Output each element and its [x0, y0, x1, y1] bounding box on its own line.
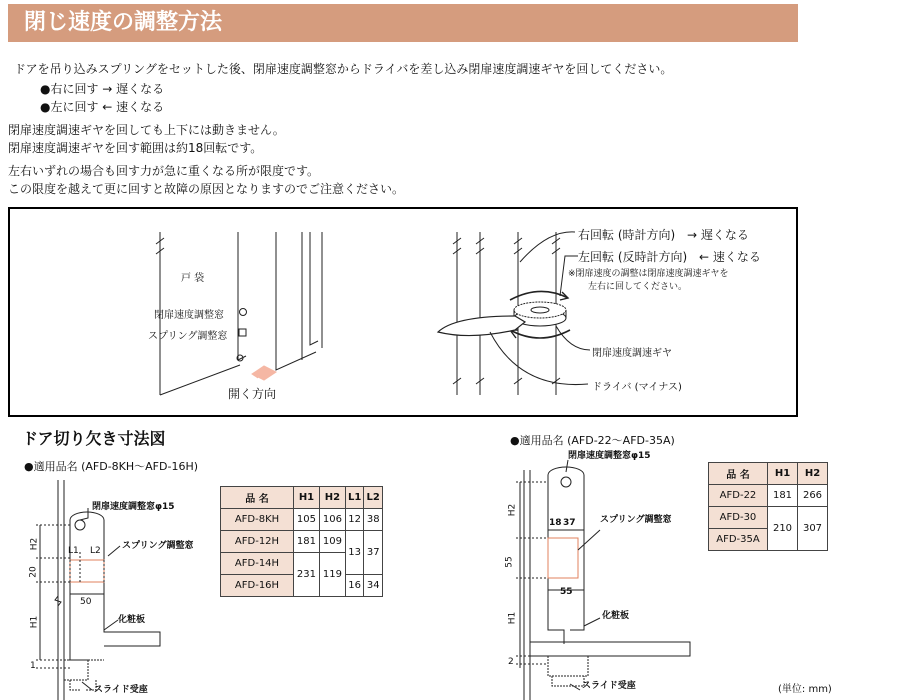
open-direction-label: 開く方向	[228, 387, 277, 401]
left-spring-window: スプリング調整窓	[122, 541, 194, 551]
ccw-label: 左回転 (反時計方向)	[578, 250, 688, 264]
page-title: 閉じ速度の調整方法	[24, 10, 223, 35]
col-header: 品 名	[709, 463, 768, 485]
gear-label: 閉扉速度調速ギヤ	[592, 348, 672, 359]
cell-h2: 109	[319, 531, 345, 553]
note-line-2: 左右に回してください。	[588, 282, 688, 292]
door-pocket-label: 戸 袋	[181, 273, 205, 284]
product-name: AFD-30	[709, 507, 768, 529]
cell-h1: 181	[294, 531, 320, 553]
right-dim-55b: 55	[560, 587, 573, 597]
cell-h2: 119	[319, 553, 345, 597]
bullet-right: ●右に回す → 遅くなる	[40, 82, 165, 96]
cell-l1: 13	[345, 531, 364, 575]
cell-h1: 231	[294, 553, 320, 597]
left-dim-50: 50	[80, 597, 92, 607]
left-speed-window: 閉扉速度調整窓φ15	[92, 502, 175, 512]
cell-l2: 34	[364, 575, 383, 597]
note-line-1: ※閉扉速度の調整は閉扉速度調速ギヤを	[568, 269, 729, 279]
cell-h2: 106	[319, 509, 345, 531]
col-header: L1	[345, 487, 364, 509]
left-dim-l2: L2	[90, 546, 101, 556]
spring-window-label: スプリング調整窓	[148, 331, 228, 342]
table-row	[221, 531, 383, 553]
intro-line-5: この限度を越えて更に回すと故障の原因となりますのでご注意ください。	[8, 182, 405, 196]
cell-l2: 37	[364, 531, 383, 575]
left-dim-h1: H1	[29, 615, 40, 629]
left-dim-20: 20	[28, 566, 39, 578]
table-header-row	[221, 487, 383, 509]
intro-line-1: ドアを吊り込みスプリングをセットした後、閉扉速度調整窓からドライバを差し込み閉扉速度調速ギヤを回してください。	[14, 62, 673, 76]
left-dim-l1: L1	[68, 546, 79, 556]
cell-h1: 181	[768, 485, 798, 507]
cutout-section-title: ドア切り欠き寸法図	[22, 429, 166, 448]
unit-label: (単位: mm)	[778, 684, 832, 695]
cw-label: 右回転 (時計方向)	[578, 228, 676, 242]
bullet-left: ●左に回す ← 速くなる	[40, 100, 165, 114]
right-dim-37: 37	[563, 518, 576, 528]
left-slide-seat: スライド受座	[94, 685, 148, 695]
right-dim-h2: H2	[507, 503, 518, 517]
right-face-plate: 化粧板	[602, 611, 630, 621]
intro-line-3: 閉扉速度調速ギヤを回す範囲は約18回転です。	[8, 141, 263, 155]
cell-l2: 38	[364, 509, 383, 531]
cell-h1: 105	[294, 509, 320, 531]
product-name: AFD-12H	[221, 531, 294, 553]
right-spec-table	[708, 462, 828, 551]
right-dim-55a: 55	[504, 556, 515, 568]
cell-l1: 16	[345, 575, 364, 597]
cw-result: → 遅くなる	[687, 228, 749, 242]
table-row	[709, 507, 828, 529]
col-header: H1	[294, 487, 320, 509]
col-header: L2	[364, 487, 383, 509]
ccw-result: ← 速くなる	[699, 250, 761, 264]
cell-h1: 210	[768, 507, 798, 551]
col-header: H2	[798, 463, 828, 485]
left-applicable: ●適用品名 (AFD-8KH〜AFD-16H)	[24, 460, 199, 473]
left-spec-table	[220, 486, 383, 597]
left-face-plate: 化粧板	[118, 615, 146, 625]
col-header: H1	[768, 463, 798, 485]
right-applicable: ●適用品名 (AFD-22〜AFD-35A)	[510, 434, 675, 447]
intro-line-4: 左右いずれの場合も回す力が急に重くなる所が限度です。	[8, 164, 320, 178]
right-spring-window: スプリング調整窓	[600, 515, 672, 525]
col-header: H2	[319, 487, 345, 509]
product-name: AFD-22	[709, 485, 768, 507]
product-name: AFD-14H	[221, 553, 294, 575]
cell-h2: 307	[798, 507, 828, 551]
right-dim-2: 2	[508, 657, 514, 667]
table-row	[709, 485, 828, 507]
left-dim-1: 1	[30, 661, 36, 671]
product-name: AFD-8KH	[221, 509, 294, 531]
right-speed-window: 閉扉速度調整窓φ15	[568, 451, 651, 461]
right-dim-h1: H1	[507, 611, 518, 625]
speed-window-label: 閉扉速度調整窓	[154, 310, 224, 321]
intro-line-2: 閉扉速度調速ギヤを回しても上下には動きません。	[8, 123, 285, 137]
product-name: AFD-35A	[709, 529, 768, 551]
cell-l1: 12	[345, 509, 364, 531]
left-dim-h2: H2	[29, 537, 40, 551]
driver-label: ドライバ (マイナス)	[592, 382, 682, 393]
right-dim-18: 18	[549, 518, 562, 528]
right-slide-seat: スライド受座	[582, 681, 636, 691]
table-header-row	[709, 463, 828, 485]
col-header: 品 名	[221, 487, 294, 509]
table-row	[221, 509, 383, 531]
spring-window-mark	[239, 329, 246, 336]
cell-h2: 266	[798, 485, 828, 507]
speed-window-mark	[240, 309, 247, 316]
product-name: AFD-16H	[221, 575, 294, 597]
